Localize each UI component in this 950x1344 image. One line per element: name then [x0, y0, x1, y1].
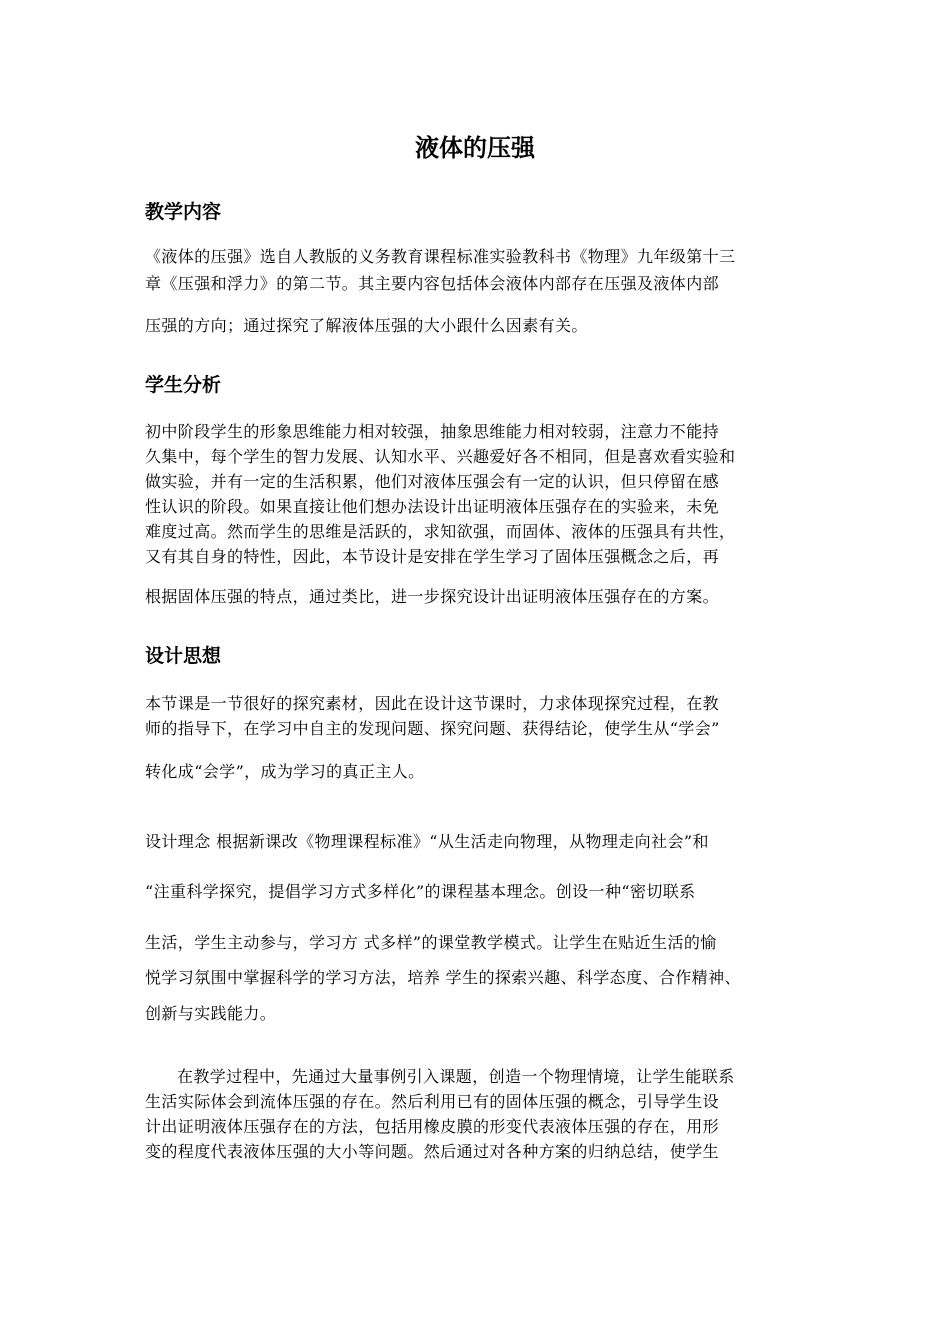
paragraph-line: 设计理念 根据新课改《物理课程标准》“从生活走向物理，从物理走向社会”和 — [145, 832, 709, 851]
paragraph-line: 压强的方向；通过探究了解液体压强的大小跟什么因素有关。 — [145, 316, 588, 335]
paragraph-line: 变的程度代表液体压强的大小等问题。然后通过对各种方案的归纳总结，使学生 — [145, 1142, 720, 1161]
paragraph-line: 根据固体压强的特点，通过类比，进一步探究设计出证明液体压强存在的方案。 — [145, 587, 720, 606]
paragraph-line: 《液体的压强》选自人教版的义务教育课程标准实验教科书《物理》九年级第十三 — [145, 247, 736, 266]
paragraph-line: 生活，学生主动参与，学习方 式多样”的课堂教学模式。让学生在贴近生活的愉 — [145, 933, 717, 952]
paragraph-line: 做实验，并有一定的生活积累，他们对液体压强会有一定的认识，但只停留在感 — [145, 472, 720, 491]
section-heading-teaching-content: 教学内容 — [145, 201, 222, 223]
document-title: 液体的压强 — [415, 134, 535, 162]
section-heading-student-analysis: 学生分析 — [145, 374, 222, 396]
paragraph-line: 章《压强和浮力》的第二节。其主要内容包括体会液体内部存在压强及液体内部 — [145, 274, 720, 293]
paragraph-line: 计出证明液体压强存在的方法，包括用橡皮膜的形变代表液体压强的存在，用形 — [145, 1117, 720, 1136]
paragraph-line: 转化成“会学”，成为学习的真正主人。 — [145, 762, 425, 781]
paragraph-line: 性认识的阶段。如果直接让他们想办法设计出证明液体压强存在的实验来，未免 — [145, 497, 720, 516]
paragraph-line: 在教学过程中，先通过大量事例引入课题，创造一个物理情境，让学生能联系 — [177, 1067, 735, 1086]
paragraph-line: 久集中，每个学生的智力发展、认知水平、兴趣爱好各不相同，但是喜欢看实验和 — [145, 447, 736, 466]
paragraph-line: “注重科学探究，提倡学习方式多样化”的课程基本理念。创设一种“密切联系 — [145, 882, 696, 901]
paragraph-line: 难度过高。然而学生的思维是活跃的，求知欲强，而固体、液体的压强具有共性， — [145, 522, 736, 541]
paragraph-line: 又有其自身的特性，因此，本节设计是安排在学生学习了固体压强概念之后，再 — [145, 547, 720, 566]
paragraph-line: 本节课是一节很好的探究素材，因此在设计这节课时，力求体现探究过程，在教 — [145, 694, 720, 713]
paragraph-line: 创新与实践能力。 — [145, 1004, 277, 1023]
paragraph-line: 生活实际体会到流体压强的存在。然后利用已有的固体压强的概念，引导学生设 — [145, 1092, 720, 1111]
paragraph-line: 师的指导下，在学习中自主的发现问题、探究问题、获得结论，使学生从“学会” — [145, 719, 720, 738]
section-heading-design-idea: 设计思想 — [145, 645, 222, 667]
paragraph-line: 初中阶段学生的形象思维能力相对较强，抽象思维能力相对较弱，注意力不能持 — [145, 422, 720, 441]
paragraph-line: 悦学习氛围中掌握科学的学习方法，培养 学生的探索兴趣、科学态度、合作精神、 — [145, 968, 741, 987]
